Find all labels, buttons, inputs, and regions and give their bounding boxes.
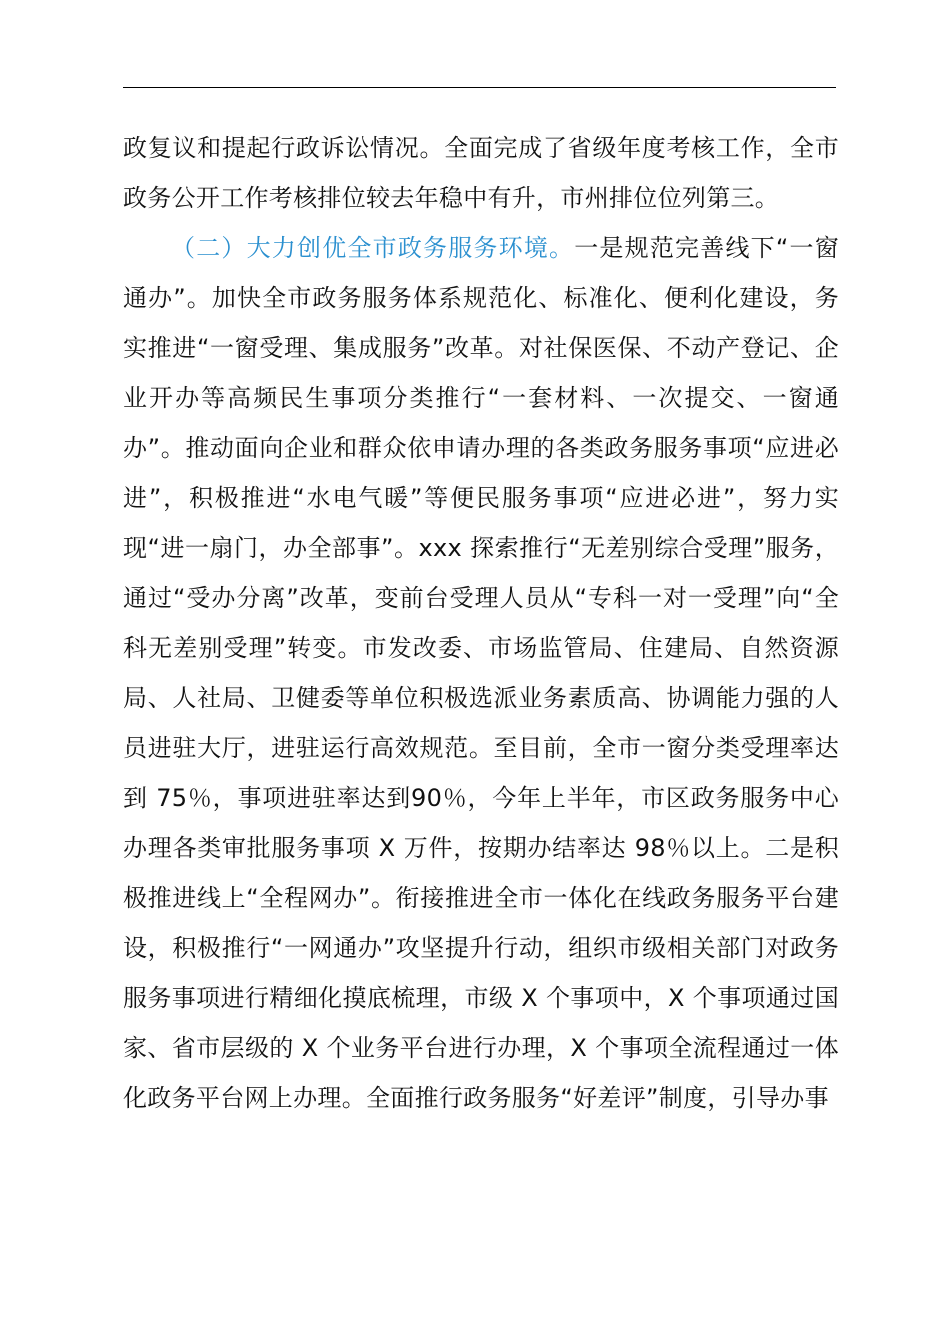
header-rule xyxy=(123,87,836,88)
paragraph-text: 政复议和提起行政诉讼情况。全面完成了省级年度考核工作，全市政务公开工作考核排位较去年稳中有升，市州排位位列第三。 xyxy=(123,134,839,212)
paragraph-text: 一是规范完善线下“一窗通办”。加快全市政务服务体系规范化、标准化、便利化建设，务实推进“一窗受理、集成服务”改革。对社保医保、不动产登记、企业开办等高频民生事项分类推行“一套材料、一次提交、一窗通办”。推动面向企业和群众依申请办理的各类政务服务事项“应进必进”，积极推进“水电气暖”等便民服务事项“应进必进”，努力实现“进一扇门，办全部事”。xxx 探索推行“无差别综合受理”服务，通过“受办分离”改革，变前台受理人员从“专科一对一受理”向“全科无差别受理”转变。市发改委、市场监管局、住建局、自然资源局、人社局、卫健委等单位积极选派业务素质高、协调能力强的人员进驻大厅，进驻运行高效规范。至目前，全市一窗分类受理率达到 75％，事项进驻率达到90％，今年上半年，市区政务服务中心办理各类审批服务事项 X 万件，按期办结率达 98％以上。二是积极推进线上“全程网办”。衔接推进全市一体化在线政务服务平台建设，积极推行“一网通办”攻坚提升行动，组织市级相关部门对政务服务事项进行精细化摸底梳理，市级 X 个事项中，X 个事项通过国家、省市层级的 X 个业务平台进行办理，X 个事项全流程通过一体化政务平台网上办理。全面推行政务服务“好差评”制度，引导办事 xyxy=(123,234,839,1112)
section-heading: （二）大力创优全市政务服务环境。 xyxy=(171,234,575,262)
paragraph-continuation xyxy=(123,123,839,223)
paragraph-section-two xyxy=(123,223,839,1123)
body-text xyxy=(123,123,839,1123)
